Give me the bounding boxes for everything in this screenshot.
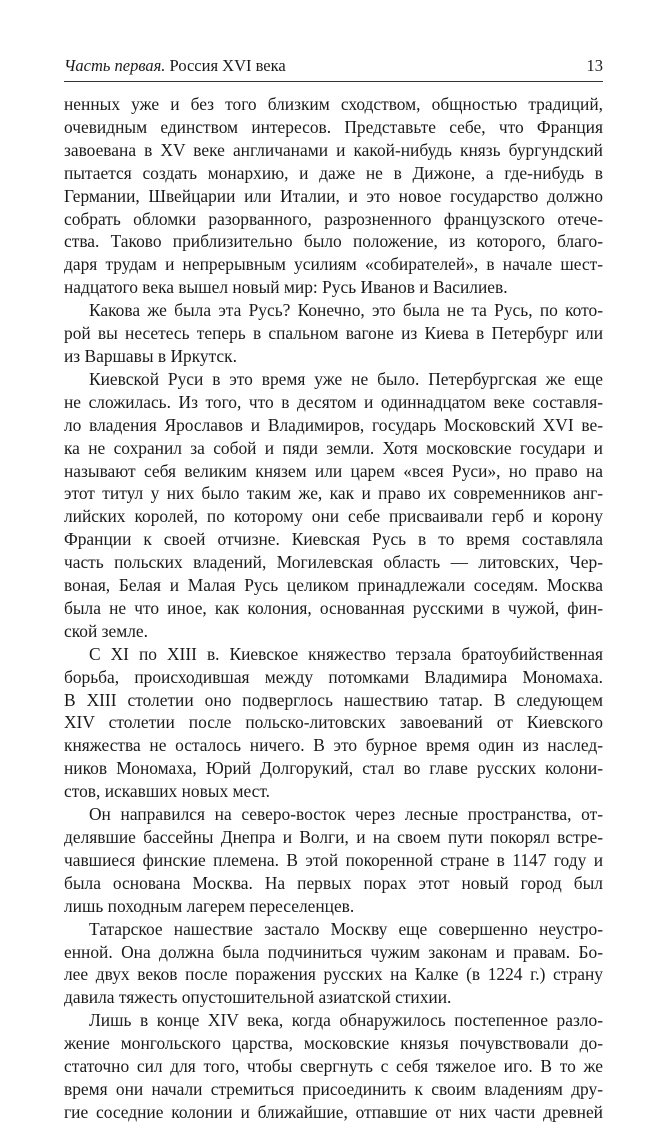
text-line: не сложилась. Из того, что в десятом и одиннадцатом веке составля- bbox=[64, 391, 603, 412]
text-line: часть польских владений, Могилевская область — литовских, Чер- bbox=[64, 552, 603, 573]
text-line: ло владения Ярославов и Владимиров, государь Московский XVI ве- bbox=[64, 414, 603, 435]
text-line: Германии, Швейцарии или Италии, и это новое государство должно bbox=[64, 185, 603, 206]
header-section-title: Россия XVI века bbox=[169, 56, 286, 75]
text-line: Татарское нашествие застало Москву еще совершенно неустро- bbox=[89, 918, 603, 939]
text-line: лее двух веков после поражения русских на Калке (в 1224 г.) страну bbox=[64, 964, 603, 985]
text-line: княжества не осталось ничего. В это бурное время один из наслед- bbox=[64, 735, 603, 756]
text-line: завоевана в XV веке англичанами и какой-нибудь князь бургундский bbox=[64, 139, 603, 160]
text-line: ненных уже и без того близким сходством, общностью традиций, bbox=[64, 94, 603, 114]
text-line: этот титул у них было таким же, как и право их современников анг- bbox=[64, 483, 603, 504]
text-line: была не что иное, как колония, основанная русскими в чужой, фин- bbox=[64, 597, 603, 618]
text-line: статочно сил для того, чтобы свергнуть с себя тяжелое иго. В то же bbox=[64, 1056, 603, 1077]
text-line: лишь походным лагерем переселенцев. bbox=[64, 895, 355, 916]
page-number: 13 bbox=[586, 56, 603, 75]
text-line: чавшиеся финские племена. В этой покоренной стране в 1147 году и bbox=[64, 849, 603, 870]
text-line: пытается создать монархию, и даже не в Дижоне, а где-нибудь в bbox=[64, 162, 603, 183]
text-line: гие соседние колонии и ближайшие, отпавшие от них части древней bbox=[64, 1101, 603, 1122]
paragraph bbox=[64, 918, 603, 1010]
text-line: Он направился на северо-восток через лесные пространства, от- bbox=[89, 804, 603, 825]
header-part-label: Часть первая. bbox=[64, 56, 166, 75]
header-rule bbox=[64, 81, 603, 82]
text-line: лийских королей, по которому они себе присваивали герб и корону bbox=[64, 506, 603, 527]
text-line: XIV столетии после польско-литовских завоеваний от Киевского bbox=[64, 712, 603, 733]
text-line: ства. Таково приблизительно было положение, из которого, благо- bbox=[64, 231, 603, 252]
text-line: ников Мономаха, Юрий Долгорукий, стал во главе русских колони- bbox=[64, 758, 603, 779]
text-line: Киевской Руси в это время уже не было. Петербургская же еще bbox=[89, 368, 603, 389]
text-line: Франции к своей отчизне. Киевская Русь в то время составляла bbox=[64, 529, 603, 550]
text-line: стов, искавших новых мест. bbox=[64, 781, 271, 802]
text-line: В XIII столетии оно подверглось нашествию татар. В следующем bbox=[64, 689, 603, 710]
header-title bbox=[64, 56, 286, 76]
text-line: С XI по XIII в. Киевское княжество терзала братоубийственная bbox=[89, 643, 603, 664]
text-line: была основана Москва. На первых порах этот новый город был bbox=[64, 872, 603, 893]
text-line: давила тяжесть опустошительной азиатской стихии. bbox=[64, 987, 452, 1008]
body-text bbox=[64, 93, 603, 1124]
text-line: Лишь в конце XIV века, когда обнаружилось постепенное разло- bbox=[89, 1010, 603, 1031]
text-line: надцатого века вышел новый мир: Русь Иванов и Василиев. bbox=[64, 277, 508, 298]
text-line: ской земле. bbox=[64, 620, 148, 641]
text-line: жение монгольского царства, московские князья почувствовали до- bbox=[64, 1033, 603, 1054]
paragraph bbox=[64, 93, 603, 299]
text-line: Какова же была эта Русь? Конечно, это была не та Русь, по кото- bbox=[89, 300, 603, 321]
text-line: делявшие бассейны Днепра и Волги, и на своем пути покорял встре- bbox=[64, 827, 603, 847]
text-line: борьба, происходившая между потомками Владимира Мономаха. bbox=[64, 666, 603, 687]
text-line: называют себя великим князем или царем «всея Руси», но право на bbox=[64, 460, 603, 481]
running-header bbox=[64, 56, 603, 82]
paragraph bbox=[64, 643, 603, 803]
paragraph bbox=[64, 299, 603, 368]
text-line: очевидным единством интересов. Представьте себе, что Франция bbox=[64, 116, 603, 137]
paragraph bbox=[64, 368, 603, 643]
text-line: воная, Белая и Малая Русь целиком принадлежали соседям. Москва bbox=[64, 575, 603, 596]
text-line: из Варшавы в Иркутск. bbox=[64, 345, 237, 366]
text-line: собрать обломки разорванного, разрозненного французского отече- bbox=[64, 208, 603, 229]
paragraph bbox=[64, 1009, 603, 1124]
paragraph bbox=[64, 803, 603, 918]
text-line: даря трудам и непрерывным усилиям «собирателей», в начале шест- bbox=[64, 254, 603, 275]
text-line: ка не сохранил за собой и пяди земли. Хотя московские государи и bbox=[64, 437, 603, 458]
text-line: рой вы несетесь теперь в спальном вагоне из Киева в Петербург или bbox=[64, 323, 603, 344]
text-line: енной. Она должна была подчиниться чужим законам и правам. Бо- bbox=[64, 941, 603, 962]
text-line: время они начали стремиться присоединить к своим владениям дру- bbox=[64, 1078, 603, 1099]
